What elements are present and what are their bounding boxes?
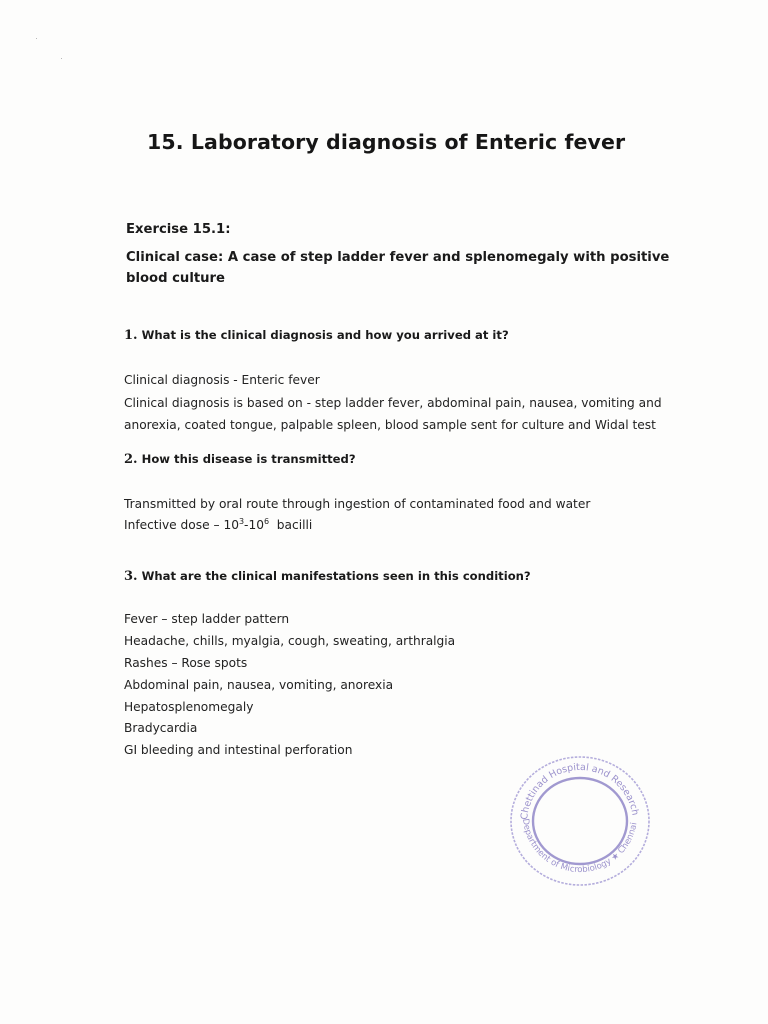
answer-1-line-3: anorexia, coated tongue, palpable spleen, blood sample sent for culture and Widal test [124,418,656,432]
question-3-text: What are the clinical manifestations seen in this condition? [137,569,531,583]
stamp-inner-ring [533,778,627,864]
manifestation-item: Rashes – Rose spots [124,656,248,670]
answer-1-line-1: Clinical diagnosis - Enteric fever [124,373,320,387]
manifestation-item: Abdominal pain, nausea, vomiting, anorexia [124,678,394,692]
clinical-case-heading [126,247,706,289]
question-1 [124,328,509,343]
question-1-number: 1. [124,328,138,343]
page-title: 15. Laboratory diagnosis of Enteric fever [147,130,626,154]
infective-dose-exponent-1: 3 [238,517,245,526]
department-stamp [507,753,653,889]
stamp-top-text: Chettinad Hospital and Research [519,761,641,821]
infective-dose-exponent-2: 6 [263,517,270,526]
manifestation-item: Headache, chills, myalgia, cough, sweating, arthralgia [124,634,456,648]
question-2 [124,452,356,467]
scan-speck [36,38,37,39]
manifestation-item: GI bleeding and intestinal perforation [124,743,353,757]
infective-dose-line [124,518,312,532]
manifestation-item: Fever – step ladder pattern [124,612,290,626]
answer-1-line-2: Clinical diagnosis is based on - step ladder fever, abdominal pain, nausea, vomiting and [124,396,662,410]
clinical-case-line-1: Clinical case: A case of step ladder fever and splenomegaly with positive [126,250,670,265]
infective-dose-prefix: Infective dose – 10 [124,518,239,532]
answer-2-line-1: Transmitted by oral route through ingestion of contaminated food and water [124,497,591,511]
manifestation-item: Bradycardia [124,721,198,735]
question-2-text: How this disease is transmitted? [137,452,356,466]
infective-dose-suffix: bacilli [269,518,313,532]
clinical-case-line-2: blood culture [126,271,225,286]
question-3-number: 3. [124,569,138,584]
question-3 [124,569,531,584]
exercise-heading: Exercise 15.1: [126,222,231,237]
infective-dose-mid: -10 [244,518,264,532]
manifestation-item: Hepatosplenomegaly [124,700,254,714]
scan-speck [61,58,62,59]
stamp-bottom-text: Department of Microbiology ★ Chennai [520,818,640,876]
question-1-text: What is the clinical diagnosis and how you arrived at it? [137,328,509,342]
question-2-number: 2. [124,452,138,467]
